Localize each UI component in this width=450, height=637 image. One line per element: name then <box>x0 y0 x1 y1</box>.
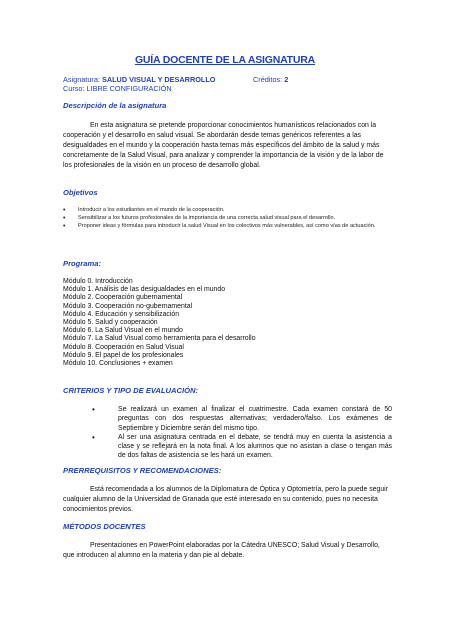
course-label: Curso: <box>63 84 85 93</box>
list-item: Módulo 2. Cooperación gubernamental <box>63 294 183 302</box>
bullet-icon: • <box>92 432 95 442</box>
list-item: • Proponer ideas y fórmulas para introducir la salud Visual en los colectivos más vulnerables, así como vías de actuación. <box>63 222 376 230</box>
bullet-icon: • <box>63 207 66 214</box>
list-item: Módulo 4. Educación y sensibilización <box>63 310 180 318</box>
bullet-icon: • <box>92 405 95 414</box>
objectives-heading: Objetivos <box>63 188 98 197</box>
prerequisites-text: Está recomendada a los alumnos de la Diplomatura de Óptica y Optometría, pero la puede seguir cualquier alumno de la Universidad de Granada que esté interesado en su contenido, pues no necesita conocimientos previos. <box>63 486 388 514</box>
evaluation-list <box>92 405 392 461</box>
methods-text: Presentaciones en PowerPoint elaboradas por la Cátedra UNESCO; Salud Visual y Desarrollo, que introducen al alumno en la materia y dan pie al debate. <box>63 542 380 560</box>
bullet-icon: • <box>63 214 66 222</box>
list-item: Módulo 8. Cooperación en Salud Visual <box>63 343 184 351</box>
list-item: Módulo 10. Conclusiones + examen <box>63 360 173 368</box>
subject-value: SALUD VISUAL Y DESARROLLO <box>101 75 216 84</box>
course-value: LIBRE CONFIGURACIÓN <box>86 84 172 93</box>
program-modules <box>63 278 393 368</box>
list-item: Módulo 5. Salud y cooperación <box>63 319 158 327</box>
list-item: • Sensibilizar a los futuros profesionales de la importancia de una correcta salud visual para el desarrollo. <box>63 214 336 222</box>
list-item: Módulo 6. La Salud Visual en el mundo <box>63 327 183 335</box>
credits-line <box>253 75 288 84</box>
list-item: • Introducir a los estudiantes en el mundo de la cooperación. <box>63 207 225 214</box>
subject-line <box>63 75 215 84</box>
prerequisites-heading: PRERREQUISITOS Y RECOMENDACIONES: <box>63 466 222 475</box>
list-item: Módulo 7. La Salud Visual como herramienta para el desarrollo <box>63 335 256 343</box>
program-heading: Programa: <box>63 259 101 268</box>
list-item: Módulo 0. Introducción <box>63 278 133 285</box>
list-item: • Se realizará un examen al finalizar el cuatrimestre. Cada examen constará de 50 preguntas con dos respuestas alternativas; verdadero/falso. Los exámenes de Septiembre y Diciembre serán del mismo tipo. <box>92 405 392 432</box>
page-title: GUÍA DOCENTE DE LA ASIGNATURA <box>134 54 316 66</box>
description-heading: Descripción de la asignatura <box>63 101 167 110</box>
description-text: En esta asignatura se pretende proporcionar conocimientos humanísticos relacionados con la cooperación y el desarrollo en salud visual. Se abordarán desde temas genéricos referentes a las desigualdades en el mundo y la cooperación hasta temas más específicos del ámbito de la salud y más concretamente de la Salud Visual, para analizar y comprender la importancia de la visión y de la labor de los profesionales de la visión en un proceso de desarrollo global. <box>63 122 384 170</box>
list-item: Módulo 9. El papel de los profesionales <box>63 351 184 359</box>
list-item: • Al ser una asignatura centrada en el debate, se tendrá muy en cuenta la asistencia a clase y se reflejará en la nota final. A los alumnos que no asistan a clase o tengan más de dos faltas de asistencia se les hará un examen. <box>92 432 392 460</box>
subject-label: Asignatura: <box>63 75 100 84</box>
credits-label: Créditos: <box>253 75 283 84</box>
list-item: Módulo 3. Cooperación no-gubernamental <box>63 302 193 310</box>
objectives-list <box>63 207 393 231</box>
list-item: Módulo 1. Análisis de las desigualdades en el mundo <box>63 286 226 294</box>
credits-value: 2 <box>284 75 289 84</box>
methods-heading: MÉTODOS DOCENTES <box>63 522 146 531</box>
course-line <box>63 84 172 93</box>
evaluation-heading: CRITERIOS Y TIPO DE EVALUACIÓN: <box>63 386 199 395</box>
bullet-icon: • <box>63 222 66 230</box>
